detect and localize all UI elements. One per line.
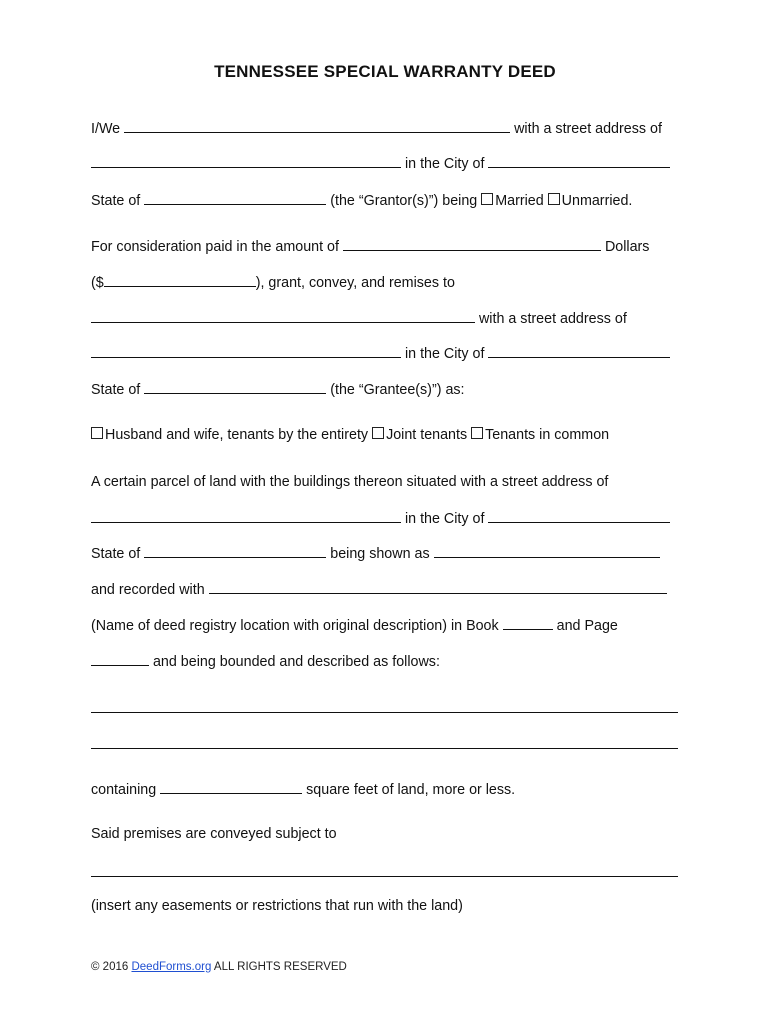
grantor-name-field[interactable] (124, 119, 510, 133)
grantor-name-label: I/We (91, 121, 121, 137)
bounded-label: and being bounded and described as follows: (152, 654, 440, 670)
consideration-label: For consideration paid in the amount of (91, 239, 339, 255)
unmarried-label: Unmarried. (561, 193, 633, 209)
registry-line (91, 616, 681, 635)
dollar-open-label: ($ (91, 275, 104, 291)
recorded-field[interactable] (209, 580, 667, 594)
grantor-city-label: in the City of (404, 156, 485, 172)
description-line-1[interactable] (91, 712, 678, 713)
parcel-state-label: State of (91, 546, 141, 562)
deedforms-link[interactable]: DeedForms.org (131, 961, 212, 973)
bounded-line (91, 652, 681, 671)
parcel-state-line (91, 544, 681, 563)
grantee-street-label: with a street address of (478, 311, 627, 327)
footer (91, 961, 347, 973)
recorded-line (91, 580, 681, 599)
grantor-address-line (91, 154, 681, 173)
joint-tenants-checkbox[interactable] (372, 427, 384, 439)
subject-to-label: Said premises are conveyed subject to (91, 826, 337, 842)
parcel-address-line (91, 509, 681, 528)
tenancy-entirety-checkbox[interactable] (91, 427, 103, 439)
restrictions-line[interactable] (91, 876, 678, 877)
consideration-amount-line (91, 273, 681, 292)
book-field[interactable] (503, 616, 553, 630)
grantor-state-field[interactable] (144, 191, 326, 205)
parcel-intro: A certain parcel of land with the buildings thereon situated with a street address of (91, 474, 609, 490)
consideration-amount-field[interactable] (104, 273, 256, 287)
grantee-street-field[interactable] (91, 344, 401, 358)
recorded-label: and recorded with (91, 582, 205, 598)
grantor-street-field[interactable] (91, 154, 401, 168)
tenancy-entirety-label: Husband and wife, tenants by the entirety (105, 427, 369, 443)
containing-label: containing (91, 782, 157, 798)
square-feet-field[interactable] (160, 780, 302, 794)
tenancy-line (91, 426, 681, 444)
parcel-city-label: in the City of (404, 511, 485, 527)
area-line (91, 780, 681, 799)
married-checkbox[interactable] (481, 193, 493, 205)
parcel-city-field[interactable] (488, 509, 670, 523)
grantee-address-line (91, 344, 681, 363)
grantee-state-field[interactable] (144, 380, 326, 394)
parcel-street-field[interactable] (91, 509, 401, 523)
sqft-label: square feet of land, more or less. (306, 782, 516, 798)
grantor-role-label: (the “Grantor(s)”) being (330, 193, 478, 209)
grantee-state-label: State of (91, 382, 141, 398)
description-line-2[interactable] (91, 748, 678, 749)
unmarried-checkbox[interactable] (548, 193, 560, 205)
document-title: TENNESSEE SPECIAL WARRANTY DEED (214, 62, 556, 81)
copyright-text: © 2016 (91, 961, 129, 973)
consideration-line (91, 237, 681, 256)
tenants-in-common-checkbox[interactable] (471, 427, 483, 439)
tenants-in-common-label: Tenants in common (485, 427, 610, 443)
grant-label: ), grant, convey, and remises to (255, 275, 455, 291)
restrictions-note: (insert any easements or restrictions that run with the land) (91, 898, 463, 914)
registry-label: (Name of deed registry location with original description) in Book (91, 618, 499, 634)
shown-as-label: being shown as (330, 546, 430, 562)
grantee-name-field[interactable] (91, 309, 475, 323)
page-number-field[interactable] (91, 652, 149, 666)
grantor-street-label: with a street address of (514, 121, 662, 137)
parcel-state-field[interactable] (144, 544, 326, 558)
grantor-city-field[interactable] (488, 154, 670, 168)
married-label: Married (495, 193, 544, 209)
page-label: and Page (556, 618, 618, 634)
grantee-city-label: in the City of (404, 346, 485, 362)
grantee-city-field[interactable] (488, 344, 670, 358)
grantor-name-line (91, 119, 681, 138)
dollars-label: Dollars (604, 239, 650, 255)
grantee-state-line (91, 380, 681, 399)
joint-tenants-label: Joint tenants (386, 427, 468, 443)
grantor-state-line (91, 191, 681, 210)
consideration-words-field[interactable] (343, 237, 601, 251)
grantor-state-label: State of (91, 193, 141, 209)
grantee-name-line (91, 309, 681, 328)
grantee-role-label: (the “Grantee(s)”) as: (330, 382, 465, 398)
shown-as-field[interactable] (434, 544, 660, 558)
rights-text: ALL RIGHTS RESERVED (213, 961, 347, 973)
